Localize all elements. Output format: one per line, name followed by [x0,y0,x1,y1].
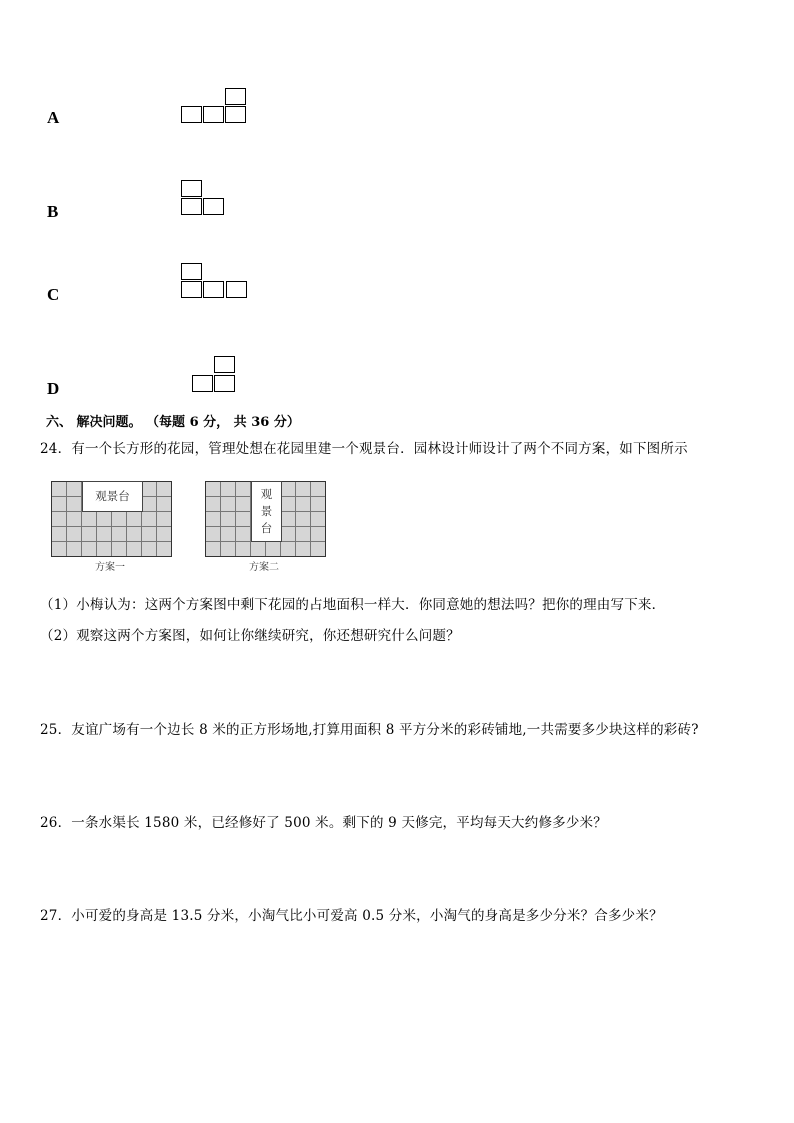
option-a-label: A [47,108,60,127]
option-a-shape [181,87,249,124]
square [181,281,202,298]
question-25-text: 25．友谊广场有一个边长 8 米的正方形场地,打算用面积 8 平方分米的彩砖铺地,一共需要多少块这样的彩砖? [40,722,699,738]
square [225,88,246,105]
option-b-shape [181,180,227,217]
square [181,180,202,197]
question-27-text: 27．小可爱的身高是 13.5 分米，小淘气比小可爱高 0.5 分米，小淘气的身高是多少分米？合多少米？ [40,908,663,924]
square [225,106,246,123]
square [203,281,224,298]
square [181,263,202,280]
square [203,106,224,123]
viewing-deck-1: 观景台 [82,481,143,512]
square [226,281,247,298]
option-b-label: B [47,202,59,221]
section-heading: 六、 解决问题。 （每题 6 分， 共 36 分） [46,415,300,430]
square [192,375,213,392]
square [214,356,235,373]
plan-1-diagram [51,481,172,557]
square [181,106,202,123]
square [203,198,224,215]
viewing-deck-2: 观 景 台 [251,481,282,542]
plan-2-caption: 方案二 [249,562,279,573]
question-24-text: 24．有一个长方形的花园，管理处想在花园里建一个观景台．园林设计师设计了两个不同方案，如下图所示 [40,441,688,457]
square [214,375,235,392]
option-d-shape [192,356,238,394]
question-24-sub-1: （1）小梅认为：这两个方案图中剩下花园的占地面积一样大．你同意她的想法吗？把你的理由写下来． [40,597,666,613]
option-c-shape [181,263,251,300]
question-24-sub-2: （2）观察这两个方案图，如何让你继续研究，你还想研究什么问题？ [40,628,460,644]
question-26-text: 26．一条水渠长 1580 米，已经修好了 500 米。剩下的 9 天修完，平均每天大约修多少米？ [40,815,607,831]
square [181,198,202,215]
plan-1-caption: 方案一 [95,562,125,573]
option-c-label: C [47,285,60,304]
option-d-label: D [47,379,60,398]
plan-2-diagram [205,481,326,557]
